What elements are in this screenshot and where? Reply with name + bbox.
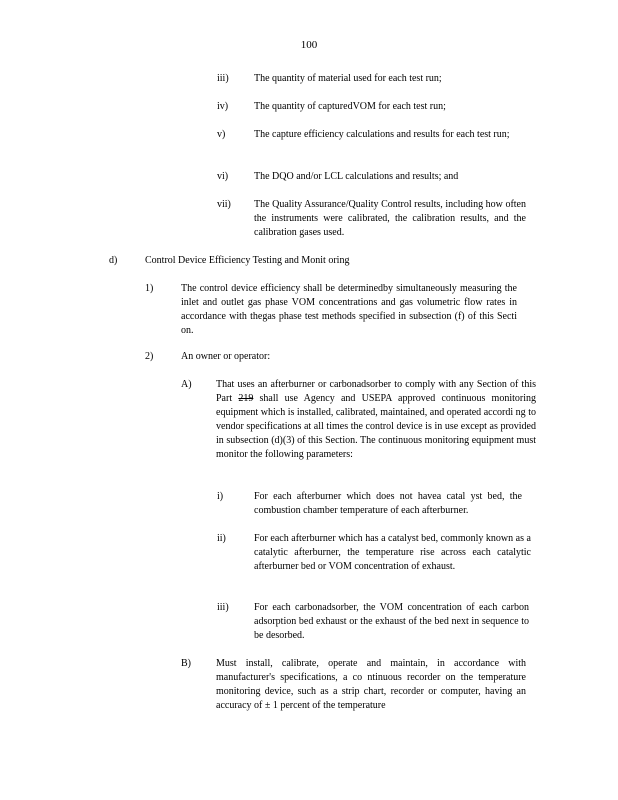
- item-label: 1): [145, 283, 154, 294]
- list-item-label: iv): [217, 101, 229, 112]
- list-item-label: vii): [217, 199, 231, 210]
- item-label: B): [181, 658, 191, 669]
- list-item-text: The quantity of material used for each test run;: [254, 73, 442, 84]
- page-number: 100: [300, 39, 318, 51]
- struck-text: 219: [238, 393, 254, 404]
- section-title: Control Device Efficiency Testing and Monit oring: [145, 255, 350, 266]
- item-label: 2): [145, 351, 154, 362]
- item-label: A): [181, 379, 192, 390]
- list-item-text: The quantity of capturedVOM for each test run;: [254, 101, 446, 112]
- list-item-text: The Quality Assurance/Quality Control results, including how often the instruments were calibrated, the calibration results, and the calibration gases used.: [254, 199, 526, 238]
- list-item-label: i): [217, 491, 224, 502]
- list-item-label: ii): [217, 533, 226, 544]
- section-label: d): [109, 255, 118, 266]
- text-part: That uses an afterburner or carbonadsorber to comply with any Section of this Part: [216, 379, 536, 404]
- list-item-label: vi): [217, 171, 229, 182]
- item-text: [216, 378, 536, 462]
- list-item-label: iii): [217, 602, 229, 613]
- list-item-text: For each afterburner which has a catalyst bed, commonly known as a catalytic afterburner, the temperature rise across each catalytic afterburner bed or VOM concentration of exhaust.: [254, 533, 531, 572]
- list-item-text: The DQO and/or LCL calculations and results; and: [254, 171, 459, 182]
- list-item-text: For each afterburner which does not havea catal yst bed, the combustion chamber temperature of each afterburner.: [254, 491, 522, 516]
- text-part: shall use Agency and USEPA approved continuous monitoring equipment which is installed, calibrated, maintained, and operated accordi ng to vendor specifications at all times the control device is in use except as provided in subsection (d)(3) of this Section. The continuous monitoring equipment must monitor the following parameters:: [216, 393, 536, 460]
- list-item-text: The capture efficiency calculations and results for each test run;: [254, 129, 510, 140]
- item-text: Must install, calibrate, operate and maintain, in accordance with manufacturer's specifications, a co ntinuous recorder on the temperature monitoring device, such as a strip chart, recorder or computer, having an accuracy of ± 1 percent of the temperature: [216, 658, 526, 711]
- list-item-label: iii): [217, 73, 229, 84]
- item-text: The control device efficiency shall be determinedby simultaneously measuring the inlet and outlet gas phase VOM concentrations and gas volumetric flow rates in accordance with thegas phase test methods specified in subsection (f) of this Secti on.: [181, 283, 517, 336]
- list-item-text: For each carbonadsorber, the VOM concentration of each carbon adsorption bed exhaust or the exhaust of the bed next in sequence to be desorbed.: [254, 602, 529, 641]
- item-text: An owner or operator:: [181, 351, 271, 362]
- list-item-label: v): [217, 129, 226, 140]
